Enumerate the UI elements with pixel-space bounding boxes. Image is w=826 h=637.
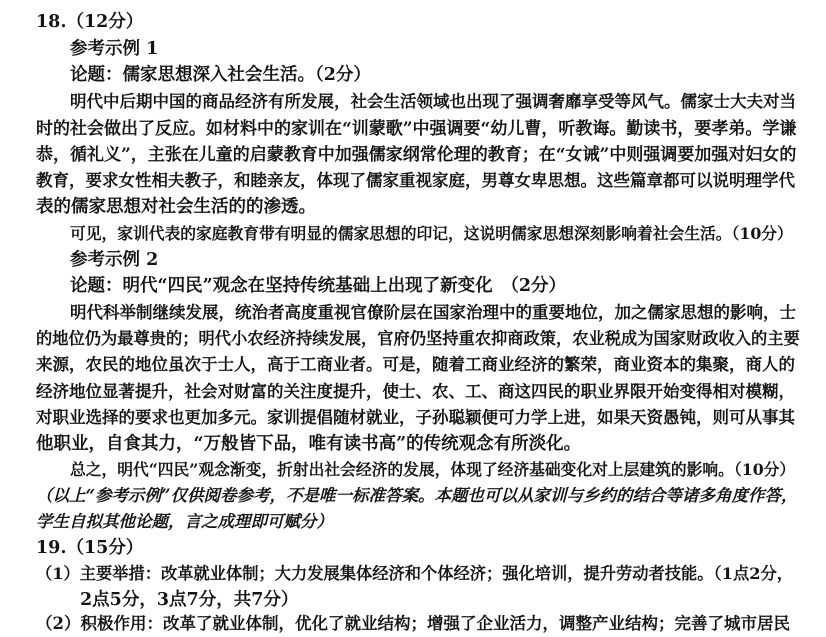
q18-heading: 18.（12分） <box>36 12 144 32</box>
example-1-label: 参考示例 1 <box>70 39 159 59</box>
example-1-body-line: 时的社会做出了反应。如材料中的家训在“训蒙歌”中强调要“幼儿曹，听教诲。勤读书，要孝弟。学谦 <box>36 119 797 139</box>
q19-part1-line: 2点5分，3点7分，共7分） <box>80 590 299 610</box>
grading-note: （以上“参考示例”仅供阅卷参考，不是唯一标准答案。本题也可以从家训与乡约的结合等诸多角度作答， <box>36 486 798 505</box>
example-2-body-line: 的地位仍为最尊贵的；明代小农经济持续发展，官府仍坚持重农抑商政策，农业税成为国家财政收入的主要 <box>36 329 800 348</box>
q19-heading: 19.（15分） <box>36 538 144 558</box>
example-2-label: 参考示例 2 <box>70 250 159 270</box>
example-2-thesis: 论题：明代“四民”观念在坚持传统基础上出现了新变化 （2分） <box>70 276 567 296</box>
example-1-body-line: 表的儒家思想对社会生活的的渗透。 <box>36 197 316 217</box>
q19-part2-line: （2）积极作用：改革了就业体制，优化了就业结构；增强了企业活力，调整产业结构；完善了城市居民 <box>36 614 790 633</box>
example-2-body-line: 他职业，自食其力，“万般皆下品，唯有读书高”的传统观念有所淡化。 <box>36 434 582 454</box>
example-1-thesis: 论题：儒家思想深入社会生活。（2分） <box>70 65 371 85</box>
example-2-body-line: 来源，农民的地位虽次于士人，高于工商业者。可是，随着工商业经济的繁荣，商业资本的集聚，商人的 <box>36 355 795 374</box>
q19-part1-line: （1）主要举措：改革就业体制；大力发展集体经济和个体经济；强化培训，提升劳动者技能。（1点2分， <box>36 564 794 583</box>
example-1-body-line: 明代中后期中国的商品经济有所发展，社会生活领域也出现了强调奢靡享受等风气。儒家士大夫对当 <box>70 92 796 111</box>
example-1-body-line: 恭，循礼义”，主张在儿童的启蒙教育中加强儒家纲常伦理的教育；在“女诫”中则强调要加强对妇女的 <box>36 145 797 165</box>
example-2-conclusion: 总之，明代“四民”观念渐变，折射出社会经济的发展，体现了经济基础变化对上层建筑的影响。（10分） <box>70 460 796 479</box>
example-1-conclusion: 可见，家训代表的家庭教育带有明显的儒家思想的印记，这说明儒家思想深刻影响着社会生活。（10分） <box>70 224 793 243</box>
grading-note: 学生自拟其他论题，言之成理即可赋分） <box>36 512 333 531</box>
example-2-body-line: 经济地位显著提升，社会对财富的关注度提升，使士、农、工、商这四民的职业界限开始变得相对模糊， <box>36 382 795 401</box>
example-2-body-line: 对职业选择的要求也更加多元。家训提倡随材就业，子孙聪颖便可力学上进，如果天资愚钝，则可从事其 <box>36 408 795 427</box>
example-2-body-line: 明代科举制继续发展，统治者高度重视官僚阶层在国家治理中的重要地位，加之儒家思想的影响，士 <box>70 303 796 322</box>
example-1-body-line: 教育，要求女性相夫教子，和睦亲友，体现了儒家重视家庭，男尊女卑思想。这些篇章都可以说明理学代 <box>36 171 795 190</box>
